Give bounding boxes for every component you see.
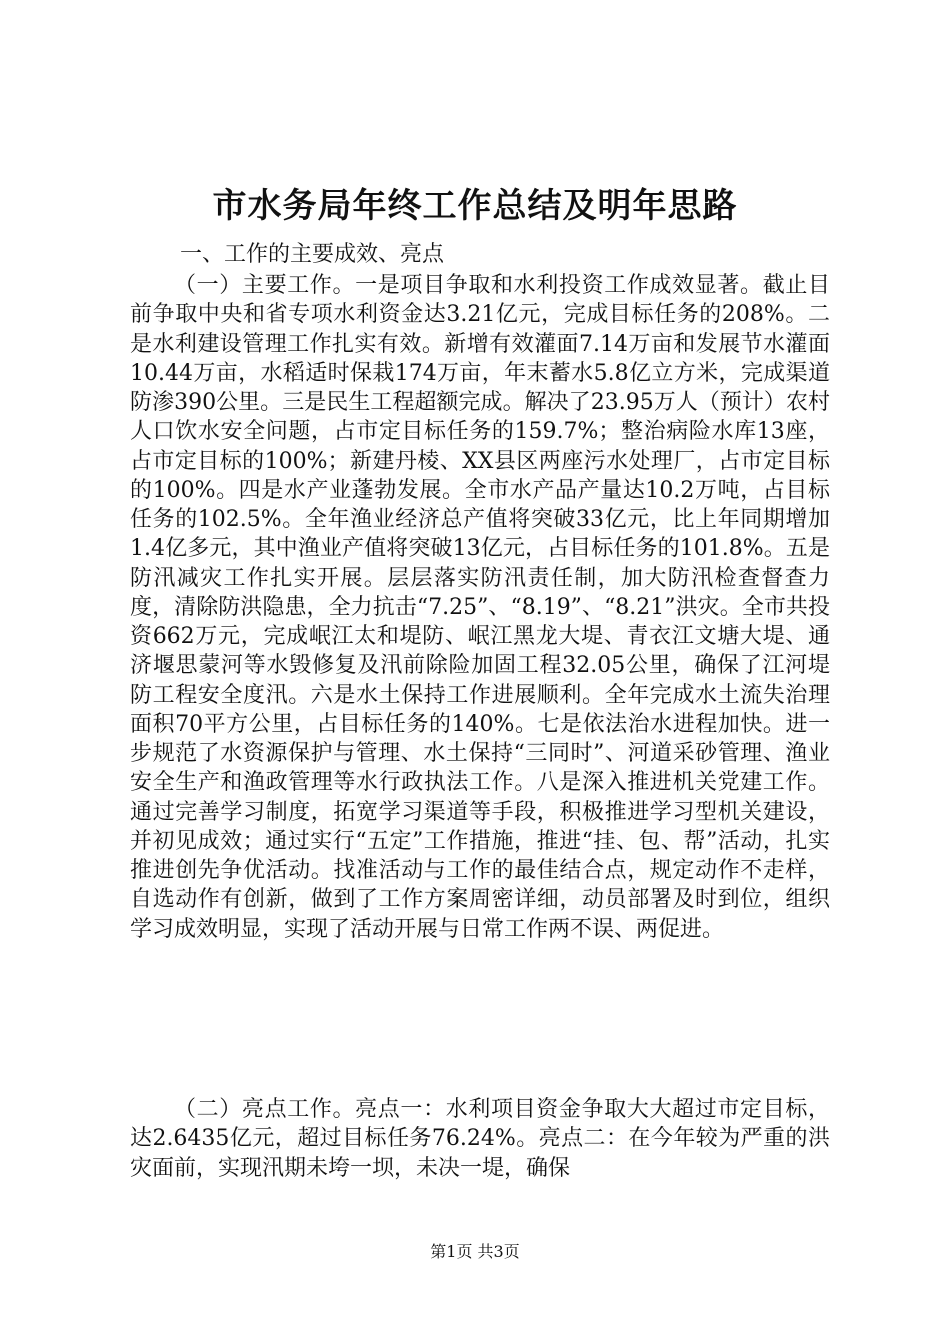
page-footer: 第1页 共3页 [430,1242,520,1261]
paragraph-main-work: （一）主要工作。一是项目争取和水利投资工作成效显著。截止目前争取中央和省专项水利资金达3.21亿元，完成目标任务的208%。二是水利建设管理工作扎实有效。新增有效灌面7.14万亩和发展节水灌面10.44万亩，水稻适时保栽174万亩，年末蓄水5.8亿立方米，完成渠道防渗390公里。三是民生工程超额完成。解决了23.95万人（预计）农村人口饮水安全问题，占市定目标任务的159.7%；整治病险水库13座，占市定目标的100%；新建丹棱、XX县区两座污水处理厂，占市定目标的100%。四是水产业蓬勃发展。全市水产品产量达10.2万吨，占目标任务的102.5%。全年渔业经济总产值将突破33亿元，比上年同期增加1.4亿多元，其中渔业产值将突破13亿元，占目标任务的101.8%。五是防汛减灾工作扎实开展。层层落实防汛责任制，加大防汛检查督查力度，清除防洪隐患，全力抗击“7.25”、“8.19”、“8.21”洪灾。全市共投资662万元，完成岷江太和堤防、岷江黑龙大堤、青衣江文塘大堤、通济堰思蒙河等水毁修复及汛前除险加固工程32.05公里，确保了江河堤防工程安全度汛。六是水土保持工作进展顺利。全年完成水土流失治理面积70平方公里，占目标任务的140%。七是依法治水进程加快。进一步规范了水资源保护与管理、水土保持“三同时”、河道采砂管理、渔业安全生产和渔政管理等水行政执法工作。八是深入推进机关党建工作。通过完善学习制度，拓宽学习渠道等手段，积极推进学习型机关建设，并初见成效；通过实行“五定”工作措施，推进“挂、包、帮”活动，扎实推进创先争优活动。找准活动与工作的最佳结合点，规定动作不走样，自选动作有创新，做到了工作方案周密详细，动员部署及时到位，组织学习成效明显，实现了活动开展与日常工作两不误、两促进。 [130,273,830,942]
document-title: 市水务局年终工作总结及明年思路 [212,186,738,226]
paragraph-highlights: （二）亮点工作。亮点一：水利项目资金争取大大超过市定目标，达2.6435亿元，超过目标任务76.24%。亮点二：在今年较为严重的洪灾面前，实现汛期未垮一坝，未决一堤，确保 [130,1097,830,1181]
section-heading: 一、工作的主要成效、亮点 [180,242,445,267]
